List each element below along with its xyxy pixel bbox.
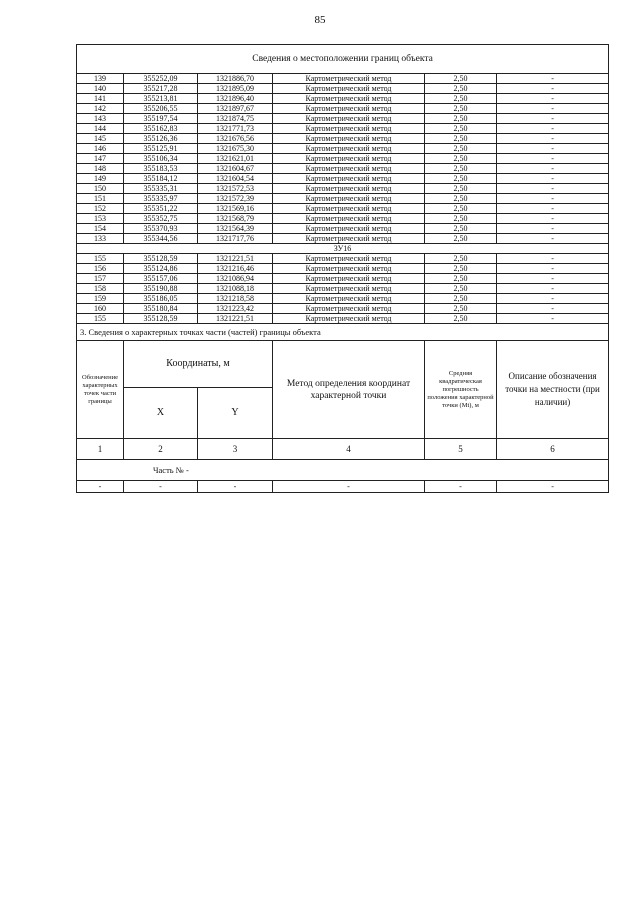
table-row: [77, 134, 609, 144]
description-cell: -: [497, 234, 609, 244]
method-cell: Картометрический метод: [273, 174, 425, 184]
table-row: [77, 164, 609, 174]
y-coordinate-cell: 1321621,01: [198, 154, 273, 164]
y-coordinate-cell: 1321572,39: [198, 194, 273, 204]
point-number-cell: 158: [77, 284, 124, 294]
accuracy-cell: 2,50: [425, 174, 497, 184]
point-number-cell: 144: [77, 124, 124, 134]
part-label: Часть № -: [77, 460, 609, 481]
point-number-cell: 156: [77, 264, 124, 274]
description-cell: -: [497, 304, 609, 314]
y-coordinate-cell: 1321874,75: [198, 114, 273, 124]
description-cell: -: [497, 184, 609, 194]
x-coordinate-cell: 355335,97: [124, 194, 198, 204]
y-coordinate-cell: 1321895,09: [198, 84, 273, 94]
accuracy-cell: 2,50: [425, 314, 497, 324]
x-coordinate-cell: 355126,36: [124, 134, 198, 144]
description-cell: -: [497, 264, 609, 274]
table-row: [77, 204, 609, 214]
accuracy-cell: 2,50: [425, 204, 497, 214]
method-cell: Картометрический метод: [273, 114, 425, 124]
method-cell: Картометрический метод: [273, 84, 425, 94]
method-cell: Картометрический метод: [273, 304, 425, 314]
x-coordinate-cell: 355197,54: [124, 114, 198, 124]
table-row: [77, 214, 609, 224]
point-number-cell: 157: [77, 274, 124, 284]
x-coordinate-cell: 355180,84: [124, 304, 198, 314]
x-coordinate-cell: 355351,22: [124, 204, 198, 214]
x-coordinate-cell: 355186,05: [124, 294, 198, 304]
table-row: [77, 154, 609, 164]
column-number: 1: [77, 439, 124, 460]
x-coordinate-cell: 355157,06: [124, 274, 198, 284]
accuracy-cell: 2,50: [425, 274, 497, 284]
y-coordinate-cell: 1321771,73: [198, 124, 273, 134]
description-cell: -: [497, 214, 609, 224]
method-cell: Картометрический метод: [273, 104, 425, 114]
method-cell: Картометрический метод: [273, 194, 425, 204]
method-cell: Картометрический метод: [273, 314, 425, 324]
y-coordinate-cell: 1321086,94: [198, 274, 273, 284]
method-cell: Картометрический метод: [273, 214, 425, 224]
description-cell: -: [497, 224, 609, 234]
accuracy-cell: 2,50: [425, 154, 497, 164]
method-cell: Картометрический метод: [273, 254, 425, 264]
empty-cell: -: [273, 481, 425, 493]
accuracy-cell: 2,50: [425, 134, 497, 144]
y-coordinate-cell: 1321604,67: [198, 164, 273, 174]
column-number: 4: [273, 439, 425, 460]
accuracy-cell: 2,50: [425, 294, 497, 304]
method-cell: Картометрический метод: [273, 184, 425, 194]
y-coordinate-cell: 1321216,46: [198, 264, 273, 274]
table-row: [77, 224, 609, 234]
method-cell: Картометрический метод: [273, 204, 425, 214]
table-row: [77, 294, 609, 304]
accuracy-cell: 2,50: [425, 104, 497, 114]
x-coordinate-cell: 355370,93: [124, 224, 198, 234]
column-number: 3: [198, 439, 273, 460]
point-number-cell: 133: [77, 234, 124, 244]
point-number-cell: 146: [77, 144, 124, 154]
y-coordinate-cell: 1321088,18: [198, 284, 273, 294]
y-coordinate-cell: 1321886,70: [198, 74, 273, 84]
accuracy-cell: 2,50: [425, 114, 497, 124]
header-accuracy: Средняя квадратическая погрешность положения характерной точки (Mt), м: [425, 341, 497, 439]
x-coordinate-cell: 355183,53: [124, 164, 198, 174]
description-cell: -: [497, 314, 609, 324]
table-row: [77, 284, 609, 294]
x-coordinate-cell: 355335,31: [124, 184, 198, 194]
table-row: [77, 104, 609, 114]
point-number-cell: 139: [77, 74, 124, 84]
accuracy-cell: 2,50: [425, 224, 497, 234]
header-point-designation: Обозначение характерных точек части границы: [77, 341, 124, 439]
y-coordinate-cell: 1321223,42: [198, 304, 273, 314]
method-cell: Картометрический метод: [273, 154, 425, 164]
x-coordinate-cell: 355128,59: [124, 314, 198, 324]
point-number-cell: 149: [77, 174, 124, 184]
description-cell: -: [497, 104, 609, 114]
description-cell: -: [497, 114, 609, 124]
y-coordinate-cell: 1321896,40: [198, 94, 273, 104]
method-cell: Картометрический метод: [273, 284, 425, 294]
accuracy-cell: 2,50: [425, 184, 497, 194]
accuracy-cell: 2,50: [425, 194, 497, 204]
y-coordinate-cell: 1321568,79: [198, 214, 273, 224]
accuracy-cell: 2,50: [425, 214, 497, 224]
description-cell: -: [497, 84, 609, 94]
description-cell: -: [497, 124, 609, 134]
header-coordinates: Координаты, м: [124, 341, 273, 388]
description-cell: -: [497, 294, 609, 304]
table-row: [77, 481, 609, 493]
y-coordinate-cell: 1321221,51: [198, 254, 273, 264]
point-number-cell: 143: [77, 114, 124, 124]
table-row: [77, 124, 609, 134]
section-title: Сведения о местоположении границ объекта: [77, 45, 609, 74]
point-number-cell: 148: [77, 164, 124, 174]
table-row: [77, 94, 609, 104]
method-cell: Картометрический метод: [273, 234, 425, 244]
accuracy-cell: 2,50: [425, 94, 497, 104]
empty-cell: -: [425, 481, 497, 493]
point-number-cell: 159: [77, 294, 124, 304]
accuracy-cell: 2,50: [425, 304, 497, 314]
accuracy-cell: 2,50: [425, 264, 497, 274]
table-row: [77, 314, 609, 324]
header-method: Метод определения координат характерной точки: [273, 341, 425, 439]
x-coordinate-cell: 355128,59: [124, 254, 198, 264]
method-cell: Картометрический метод: [273, 94, 425, 104]
table-row: [77, 84, 609, 94]
accuracy-cell: 2,50: [425, 124, 497, 134]
empty-cell: -: [198, 481, 273, 493]
point-number-cell: 142: [77, 104, 124, 114]
empty-cell: -: [77, 481, 124, 493]
x-coordinate-cell: 355125,91: [124, 144, 198, 154]
point-number-cell: 151: [77, 194, 124, 204]
description-cell: -: [497, 134, 609, 144]
y-coordinate-cell: 1321221,51: [198, 314, 273, 324]
column-number: 6: [497, 439, 609, 460]
accuracy-cell: 2,50: [425, 164, 497, 174]
x-coordinate-cell: 355352,75: [124, 214, 198, 224]
point-number-cell: 155: [77, 254, 124, 264]
empty-cell: -: [124, 481, 198, 493]
description-cell: -: [497, 154, 609, 164]
method-cell: Картометрический метод: [273, 294, 425, 304]
point-number-cell: 155: [77, 314, 124, 324]
method-cell: Картометрический метод: [273, 274, 425, 284]
method-cell: Картометрический метод: [273, 134, 425, 144]
x-coordinate-cell: 355106,34: [124, 154, 198, 164]
description-cell: -: [497, 194, 609, 204]
point-number-cell: 140: [77, 84, 124, 94]
x-coordinate-cell: 355190,88: [124, 284, 198, 294]
column-number: 2: [124, 439, 198, 460]
table-row: [77, 304, 609, 314]
method-cell: Картометрический метод: [273, 144, 425, 154]
empty-cell: -: [497, 481, 609, 493]
boundary-table: [76, 44, 609, 493]
y-coordinate-cell: 1321218,58: [198, 294, 273, 304]
table-row: [77, 184, 609, 194]
point-number-cell: 141: [77, 94, 124, 104]
point-number-cell: 147: [77, 154, 124, 164]
method-cell: Картометрический метод: [273, 164, 425, 174]
header-description: Описание обозначения точки на местности (при наличии): [497, 341, 609, 439]
table-row: [77, 114, 609, 124]
table-row: [77, 234, 609, 244]
table-row: [77, 274, 609, 284]
section3-title: 3. Сведения о характерных точках части (частей) границы объекта: [77, 324, 609, 341]
table-row: [77, 144, 609, 154]
point-number-cell: 145: [77, 134, 124, 144]
y-coordinate-cell: 1321604,54: [198, 174, 273, 184]
method-cell: Картометрический метод: [273, 124, 425, 134]
description-cell: -: [497, 284, 609, 294]
accuracy-cell: 2,50: [425, 254, 497, 264]
y-coordinate-cell: 1321717,76: [198, 234, 273, 244]
table-row: [77, 194, 609, 204]
description-cell: -: [497, 164, 609, 174]
point-number-cell: 153: [77, 214, 124, 224]
point-number-cell: 152: [77, 204, 124, 214]
page-number: 85: [314, 14, 326, 26]
y-coordinate-cell: 1321676,56: [198, 134, 273, 144]
point-number-cell: 150: [77, 184, 124, 194]
column-number: 5: [425, 439, 497, 460]
table-row: [77, 264, 609, 274]
y-coordinate-cell: 1321564,39: [198, 224, 273, 234]
method-cell: Картометрический метод: [273, 74, 425, 84]
method-cell: Картометрический метод: [273, 264, 425, 274]
y-coordinate-cell: 1321675,30: [198, 144, 273, 154]
x-coordinate-cell: 355162,83: [124, 124, 198, 134]
y-coordinate-cell: 1321572,53: [198, 184, 273, 194]
table-row: [77, 174, 609, 184]
y-coordinate-cell: 1321897,67: [198, 104, 273, 114]
description-cell: -: [497, 144, 609, 154]
description-cell: -: [497, 94, 609, 104]
accuracy-cell: 2,50: [425, 84, 497, 94]
header-y: Y: [198, 388, 273, 439]
point-number-cell: 160: [77, 304, 124, 314]
x-coordinate-cell: 355213,81: [124, 94, 198, 104]
description-cell: -: [497, 204, 609, 214]
x-coordinate-cell: 355217,28: [124, 84, 198, 94]
accuracy-cell: 2,50: [425, 144, 497, 154]
point-number-cell: 154: [77, 224, 124, 234]
x-coordinate-cell: 355252,09: [124, 74, 198, 84]
zone-label: ЗУ16: [77, 244, 609, 254]
table-row: [77, 74, 609, 84]
table-row: [77, 254, 609, 264]
description-cell: -: [497, 254, 609, 264]
accuracy-cell: 2,50: [425, 234, 497, 244]
x-coordinate-cell: 355206,55: [124, 104, 198, 114]
x-coordinate-cell: 355124,86: [124, 264, 198, 274]
method-cell: Картометрический метод: [273, 224, 425, 234]
header-x: X: [124, 388, 198, 439]
description-cell: -: [497, 274, 609, 284]
description-cell: -: [497, 74, 609, 84]
x-coordinate-cell: 355344,56: [124, 234, 198, 244]
y-coordinate-cell: 1321569,16: [198, 204, 273, 214]
accuracy-cell: 2,50: [425, 74, 497, 84]
description-cell: -: [497, 174, 609, 184]
x-coordinate-cell: 355184,12: [124, 174, 198, 184]
accuracy-cell: 2,50: [425, 284, 497, 294]
column-numbers-row: [77, 439, 609, 460]
